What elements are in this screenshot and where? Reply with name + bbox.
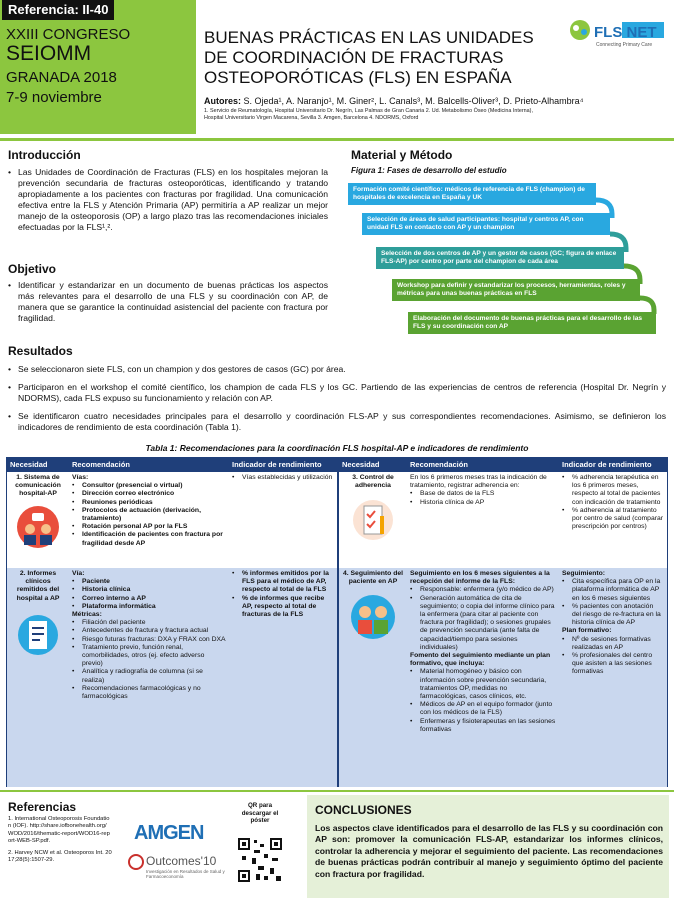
- flow-step-5: Elaboración del documento de buenas prácticas para el desarrollo de las FLS y su coordinación con AP: [408, 312, 656, 334]
- ind-3-item: • % adherencia terapéutica en los 6 primeros meses, respecto al total de pacientes con indicación de tratamiento: [562, 474, 664, 507]
- outcomes-text: Outcomes'10: [146, 854, 217, 868]
- rec-1-item: Dirección correo electrónico: [82, 490, 175, 498]
- resultado-item: • Se seleccionaron siete FLS, con un champion y dos gestores de casos (GC) por área.: [8, 364, 666, 375]
- ind-4-item: • % pacientes con anotación del riesgo de re-fractura en la historia clínica de AP: [562, 603, 664, 628]
- qr-label: QR para descargar el póster: [241, 802, 279, 824]
- affil-line2: Hospital Universitario Virgen Macarena, Sevilla 3. Amgen, Barcelona 4. NDORMS, Oxford: [204, 115, 419, 121]
- flow-step-2: Selección de áreas de salud participantes: hospital y centros AP, con unidad FLS en contacto con AP y un champion: [362, 213, 610, 235]
- logo-subtitle: Connecting Primary Care: [596, 42, 653, 48]
- intro-title: Introducción: [8, 148, 81, 162]
- rec-4-item: • Enfermeras y fisioterapeutas en las sesiones formativas: [410, 718, 556, 734]
- ind-2: [229, 568, 337, 787]
- resultados-list: [8, 364, 666, 433]
- need-3-label: 3. Control de adherencia: [352, 474, 394, 490]
- need-1: [7, 472, 69, 568]
- table-caption: Tabla 1: Recomendaciones para la coordinación FLS hospital-AP e indicadores de rendimiento: [145, 443, 529, 453]
- authors-list: S. Ojeda¹, A. Naranjo¹, M. Giner², L. Canals³, M. Balcells-Oliver³, D. Prieto-Alhambra⁴: [243, 96, 584, 106]
- ind-4-plan: Plan formativo:: [562, 627, 612, 635]
- flsnet-logo: [566, 12, 670, 52]
- intro-item: • Las Unidades de Coordinación de Fracturas (FLS) en los hospitales mejoran la prevención secundaria de fracturas osteoporóticas, identificando y tratando apropiadamente a los pacientes con fracturas por fragilidad. Una comunicación efectiva entre la FLS y Atención Primaria (AP) permitiría a AP realizar un mejor manejo de la osteoporosis (OP) a largo plazo tras las recomendaciones iniciales efectuadas por la FLS¹,².: [8, 167, 328, 233]
- metodo-title: Material y Método: [351, 148, 453, 162]
- need-2-label: 2. Informes clínicos remitidos del hospital a AP: [16, 570, 60, 602]
- ind-4-item: • Nº de sesiones formativas realizadas en AP: [562, 636, 664, 652]
- conclusions-text: Los aspectos clave identificados para el desarrollo de las FLS y su coordinación con AP son: promover la comunicación FLS-AP, estandarizar los informes clínicos, controlar la adherencia y mejorar el seguimiento del paciente. Las recomendaciones de buenas prácticas podrán contribuir al manejo y seguimiento óptimo del paciente con fractura por fragilidad.: [315, 823, 663, 879]
- rec-1-vias: Vías:: [72, 474, 89, 481]
- outcomes-icon: [128, 854, 144, 870]
- reference-badge: Referencia: II-40: [2, 0, 114, 20]
- objetivo-item: • Identificar y estandarizar en un documento de buenas prácticas los aspectos más relevantes para el desarrollo de una FLS y su coordinación con AP, de manera que se garantice la continuidad asistencial del paciente con fractura por fragilidad.: [8, 280, 328, 324]
- ind-2-item: % de informes que recibe AP, respecto al total de fracturas de la FLS: [242, 594, 325, 619]
- reference-list: [8, 816, 112, 864]
- resultado-item: • Participaron en el workshop el comité científico, los champion de cada FLS y los GC. Partiendo de las experiencias de centros de referencia (Hospital Dr. Negrín y NDORMS), cada FLS expuso su funcionamiento y relación con AP.: [8, 382, 666, 404]
- congress-line1: XXIII CONGRESO: [6, 26, 131, 43]
- rec-1-item: Consultor (presencial o virtual): [82, 482, 183, 490]
- rec-2: [69, 568, 229, 787]
- rec-2-metric: • Analítica y radiografía de columna (si se realiza): [72, 668, 226, 684]
- ind-2-item: % informes emitidos por la FLS para el médico de AP, respecto al total de la FLS: [242, 570, 329, 594]
- congress-line3: GRANADA 2018: [6, 69, 117, 86]
- flow-step-4: Workshop para definir y estandarizar los procesos, herramientas, roles y métricas para unas buenas prácticas en FLS: [392, 279, 640, 301]
- th-recomendacion-right: Recomendación: [407, 458, 559, 472]
- th-indicador-right: Indicador de rendimiento: [559, 458, 667, 472]
- ind-4-item: • Cita específica para OP en la plataforma informática de AP en los 6 meses siguientes: [562, 578, 664, 603]
- reference-2: 2. Harvey NCW et al. Osteoporos Int. 2017;28(5):1507-29.: [8, 849, 112, 864]
- rec-3-item: • Base de datos de la FLS: [410, 490, 556, 498]
- rec-4-item: • Material homogéneo y básico con información sobre prevención secundaria, tratamientos OP, medidas no farmacológicas, casos clínicos, etc.: [410, 668, 556, 701]
- header-divider: [0, 138, 674, 141]
- rec-2-item: Plataforma informática: [82, 602, 156, 610]
- title-line2: DE COORDINACIÓN DE FRACTURAS: [204, 48, 504, 67]
- rec-2-item: Correo interno a AP: [82, 594, 146, 602]
- ind-3-item: • % adherencia al tratamiento por centro de salud (comparar prescripción por centros): [562, 507, 664, 532]
- ind-3: [559, 472, 667, 568]
- recommendations-table: [6, 457, 668, 787]
- objetivo-title: Objetivo: [8, 262, 57, 276]
- rec-2-metric: • Recomendaciones farmacológicas y no farmacológicas: [72, 685, 226, 701]
- resultado-item: • Se identificaron cuatro necesidades principales para el desarrollo y coordinación FLS-AP y sus correspondientes recomendaciones. Asimismo, se definieron los indicadores de rendimiento de esta coordinación (Tabla 1).: [8, 411, 666, 433]
- need-4-label: 4. Seguimiento del paciente en AP: [342, 570, 404, 586]
- communication-icon: [16, 505, 60, 549]
- flow-step-1: Formación comité científico: médicos de referencia de FLS (champion) de hospitales de excelencia en España y UK: [348, 183, 596, 205]
- amgen-logo: AMGEN: [134, 822, 204, 844]
- rec-2-metricas: Métricas:: [72, 611, 102, 619]
- need-2: [7, 568, 69, 787]
- rec-3-intro: En los 6 primeros meses tras la indicación de tratamiento, registrar adherencia en:: [410, 474, 547, 490]
- logo-text: FLS NET: [594, 24, 657, 41]
- rec-4-intro: Seguimiento en los 6 meses siguientes a la recepción del informe de la FLS:: [410, 570, 550, 586]
- th-necesidad-left: Necesidad: [7, 458, 69, 472]
- objetivo-text: [8, 280, 328, 324]
- rec-4-plan: Fomento del seguimiento mediante un plan formativo, que incluya:: [410, 652, 551, 668]
- ind-4-seguimiento: Seguimiento:: [562, 570, 606, 577]
- need-3: [339, 472, 407, 568]
- arrow-1: [596, 200, 612, 218]
- clinical-report-icon: [18, 611, 58, 659]
- rec-2-metric: • Antecedentes de fractura y fractura actual: [72, 627, 226, 635]
- arrow-4: [640, 298, 654, 314]
- authors: [204, 96, 672, 106]
- flow-step-3: Selección de dos centros de AP y un gestor de casos (GC; figura de enlace FLS-AP) por centro por parte del champion de cada área: [376, 247, 624, 269]
- arrow-3: [624, 266, 640, 284]
- rec-3: [407, 472, 559, 568]
- title-line3: OSTEOPORÓTICAS (FLS) EN ESPAÑA: [204, 68, 512, 87]
- referencias-title: Referencias: [8, 800, 77, 814]
- th-indicador-left: Indicador de rendimiento: [229, 458, 337, 472]
- arrow-2: [610, 234, 626, 252]
- rec-4-item: • Responsable: enfermera (y/o médico de AP): [410, 586, 556, 594]
- rec-2-metric: • Riesgo futuras fracturas: DXA y FRAX con DXA: [72, 636, 226, 644]
- need-4: [339, 568, 407, 787]
- rec-2-item: Paciente: [82, 578, 110, 586]
- authors-label: Autores:: [204, 96, 242, 106]
- congress-line2: SEIOMM: [6, 42, 92, 65]
- qr-code[interactable]: [236, 836, 284, 884]
- outcomes-subtitle: Investigación en Resultados de Salud y Farmacoeconomía: [146, 869, 225, 879]
- rec-4-item: • Médicos de AP en el equipo formador (junto con los médicos de la FLS): [410, 701, 556, 717]
- rec-4-item: • Generación automática de cita de seguimiento; o copia del informe clínico para la enfermera (para citar al paciente con fractura por fragilidad); o sesiones grupales de prevención secundaria (ante falta de capacidad/tiempo para sesiones individuales): [410, 595, 556, 652]
- rec-3-item: • Historia clínica de AP: [410, 499, 556, 507]
- affil-line1: 1. Servicio de Reumatología, Hospital Universitario Dr. Negrín, Las Palmas de Gran Canaria 2. Ud. Metabolismo Óseo (Medicina Interna),: [204, 108, 533, 114]
- affiliations: [204, 108, 672, 122]
- ind-1-item: • Vías establecidas y utilización: [232, 474, 334, 482]
- th-recomendacion-left: Recomendación: [69, 458, 229, 472]
- ind-1: [229, 472, 337, 568]
- congress-line4: 7-9 noviembre: [6, 89, 102, 106]
- rec-1-item: Protocolos de actuación (derivación, tratamiento): [82, 506, 201, 523]
- intro-text: [8, 167, 328, 233]
- figure-caption: Figura 1: Fases de desarrollo del estudio: [351, 166, 507, 175]
- rec-2-item: Historia clínica: [82, 586, 131, 594]
- follow-up-icon: [349, 594, 397, 640]
- th-necesidad-right: Necesidad: [339, 458, 407, 472]
- reference-1: 1. International Osteoporosis Foundation (IOF). http://share.iofbonehealth.org/WOD/2016/thematic-report/WOD16-report-WEB-SP.pdf.: [8, 816, 110, 845]
- poster-title: [204, 28, 584, 88]
- resultados-title: Resultados: [8, 344, 73, 358]
- rec-2-metric: • Tratamiento previo, función renal, comorbilidades, otros (ej. efecto adverso previo): [72, 644, 226, 669]
- rec-1-item: Reuniones periódicas: [82, 498, 153, 506]
- rec-2-via: Vía:: [72, 570, 85, 577]
- rec-1-item: Identificación de pacientes con fractura por fragilidad desde AP: [82, 531, 223, 547]
- title-line1: BUENAS PRÁCTICAS EN LAS UNIDADES: [204, 28, 534, 47]
- need-1-label: 1. Sistema de comunicación hospital-AP: [15, 474, 61, 498]
- rec-4: [407, 568, 559, 787]
- ind-4: [559, 568, 667, 787]
- ind-4-item: • % profesionales del centro que asisten a las sesiones formativas: [562, 652, 664, 677]
- rec-1-item: Rotación personal AP por la FLS: [82, 523, 188, 531]
- footer-divider: [0, 790, 674, 792]
- congress-banner: [0, 0, 196, 134]
- rec-2-metric: • Filiación del paciente: [72, 619, 226, 627]
- flow-arrows: [560, 196, 660, 326]
- adherence-icon: [352, 498, 394, 542]
- conclusions-title: CONCLUSIONES: [315, 803, 412, 817]
- conclusions-box: [307, 795, 669, 898]
- rec-1: [69, 472, 229, 568]
